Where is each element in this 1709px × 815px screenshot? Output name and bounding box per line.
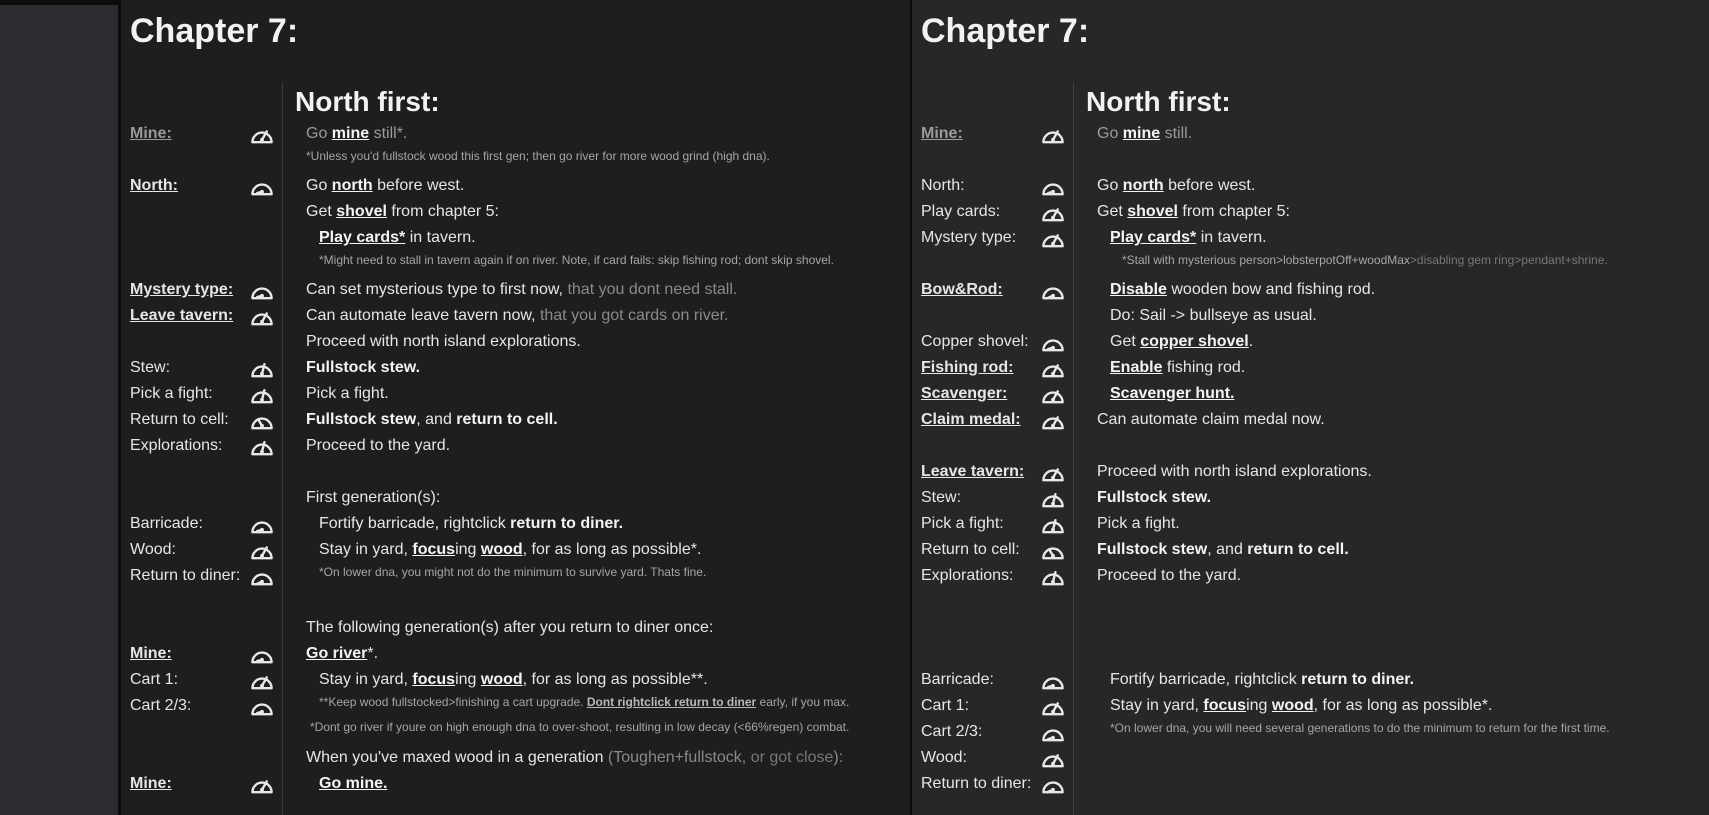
- instruction-line: Stay in yard, focusing wood, for as long as possible**.: [319, 671, 708, 688]
- row-label[interactable]: Mine:: [130, 125, 172, 142]
- gauge-icon-low[interactable]: [250, 696, 274, 718]
- instruction-line: Fullstock stew.: [1097, 489, 1212, 506]
- gauge-icon-high[interactable]: [1041, 358, 1065, 380]
- go-river-link[interactable]: Go river: [306, 645, 368, 662]
- row-label: Explorations:: [921, 567, 1014, 584]
- focus-link[interactable]: focus: [412, 541, 456, 558]
- gauge-icon-high[interactable]: [1041, 228, 1065, 250]
- gauge-icon-high[interactable]: [1041, 124, 1065, 146]
- instruction-line: Disable wooden bow and fishing rod.: [1110, 281, 1376, 298]
- north-link[interactable]: north: [1122, 177, 1164, 194]
- instruction-line: Go river*.: [306, 645, 379, 662]
- footnote: **Keep wood fullstocked>finishing a cart upgrade. Dont rightclick return to diner early, if you max.: [319, 695, 850, 709]
- section-title: North first:: [1086, 86, 1231, 117]
- instruction-line: Fortify barricade, rightclick return to diner.: [319, 515, 624, 532]
- shovel-link[interactable]: shovel: [336, 203, 387, 220]
- row-label[interactable]: Claim medal:: [921, 411, 1021, 428]
- gauge-icon-up[interactable]: [250, 358, 274, 380]
- gauge-icon-left[interactable]: [250, 410, 274, 432]
- guide-panel-left: [121, 0, 912, 815]
- row-label: Return to cell:: [921, 541, 1020, 558]
- chapter-title: Chapter 7:: [921, 12, 1090, 50]
- instruction-line: Get copper shovel.: [1110, 333, 1254, 350]
- left-gutter: [0, 0, 121, 815]
- instruction-line: Pick a fight.: [1097, 515, 1180, 532]
- gauge-icon-min[interactable]: [250, 566, 274, 588]
- instruction-line: Go north before west.: [306, 177, 465, 194]
- row-label: Return to diner:: [130, 567, 241, 584]
- shovel-link[interactable]: shovel: [1127, 203, 1178, 220]
- instruction-line: Can automate claim medal now.: [1097, 411, 1325, 428]
- gauge-icon-high[interactable]: [1041, 202, 1065, 224]
- instruction-line: Pick a fight.: [306, 385, 389, 402]
- row-label: Cart 1:: [921, 697, 970, 714]
- instruction-line: Fortify barricade, rightclick return to diner.: [1110, 671, 1415, 688]
- instruction-line: Fullstock stew, and return to cell.: [306, 411, 558, 428]
- focus-link[interactable]: focus: [412, 671, 456, 688]
- row-label: Stew:: [130, 359, 171, 376]
- gauge-icon-high[interactable]: [1041, 462, 1065, 484]
- row-label: Barricade:: [130, 515, 203, 532]
- gauge-icon-up[interactable]: [250, 436, 274, 458]
- row-label[interactable]: Leave tavern:: [130, 307, 234, 324]
- row-label: Return to cell:: [130, 411, 229, 428]
- instruction-line: Play cards* in tavern.: [1110, 229, 1267, 246]
- instruction-line: The following generation(s) after you return to diner once:: [306, 619, 714, 636]
- instruction-line: Can automate leave tavern now, that you got cards on river.: [306, 307, 729, 324]
- row-label: Cart 1:: [130, 671, 179, 688]
- instruction-line: Go north before west.: [1097, 177, 1256, 194]
- row-label[interactable]: Mine:: [921, 125, 963, 142]
- instruction-line: First generation(s):: [306, 489, 441, 506]
- instruction-line: Proceed with north island explorations.: [1097, 463, 1372, 480]
- mine-link[interactable]: mine: [331, 125, 370, 142]
- instruction-line: Fullstock stew, and return to cell.: [1097, 541, 1349, 558]
- wood-link[interactable]: wood: [480, 541, 523, 558]
- row-label[interactable]: Mine:: [130, 645, 172, 662]
- row-label: Cart 2/3:: [921, 723, 983, 740]
- gauge-icon-up[interactable]: [1041, 488, 1065, 510]
- gauge-icon-low[interactable]: [250, 280, 274, 302]
- copper-shovel-link[interactable]: copper shovel: [1140, 333, 1249, 350]
- footnote: *On lower dna, you might not do the minimum to survive yard. Thats fine.: [319, 565, 707, 579]
- instruction-line: [1110, 385, 1234, 403]
- row-label[interactable]: Fishing rod:: [921, 359, 1014, 376]
- gauge-icon-low[interactable]: [250, 644, 274, 666]
- disable-link[interactable]: Disable: [1110, 281, 1167, 298]
- focus-link[interactable]: focus: [1203, 697, 1247, 714]
- instruction-line: Go mine still*.: [306, 125, 408, 142]
- gauge-icon-low[interactable]: [250, 176, 274, 198]
- gauge-icon-high[interactable]: [1041, 748, 1065, 770]
- gauge-icon-min[interactable]: [1041, 774, 1065, 796]
- gauge-icon-low[interactable]: [250, 514, 274, 536]
- footnote: *Dont go river if youre on high enough dna to over-shoot, resulting in low decay (<66%regen) combat.: [310, 720, 850, 734]
- row-label: North:: [921, 177, 965, 194]
- row-label: Wood:: [130, 541, 176, 558]
- instruction-line: Get shovel from chapter 5:: [306, 203, 499, 220]
- instruction-line: Proceed with north island explorations.: [306, 333, 581, 350]
- gauge-icon-high[interactable]: [250, 306, 274, 328]
- row-label[interactable]: Mine:: [130, 775, 172, 792]
- instruction-line: Enable fishing rod.: [1110, 359, 1246, 376]
- chapter-title: Chapter 7:: [130, 12, 299, 50]
- gauge-icon-min[interactable]: [1041, 280, 1065, 302]
- gauge-icon-up[interactable]: [1041, 514, 1065, 536]
- wood-link[interactable]: wood: [480, 671, 523, 688]
- gauge-icon-high[interactable]: [250, 540, 274, 562]
- gauge-icon-up[interactable]: [1041, 566, 1065, 588]
- gauge-icon-high[interactable]: [1041, 696, 1065, 718]
- scavenger-hunt-link[interactable]: Scavenger hunt.: [1110, 385, 1235, 402]
- wood-link[interactable]: wood: [1271, 697, 1314, 714]
- footnote: *Unless you'd fullstock wood this first gen; then go river for more wood grind (high dna).: [306, 149, 770, 163]
- gauge-icon-high[interactable]: [1041, 384, 1065, 406]
- instruction-line: Do: Sail -> bullseye as usual.: [1110, 307, 1317, 324]
- gauge-icon-up[interactable]: [250, 384, 274, 406]
- instruction-line: Stay in yard, focusing wood, for as long as possible*.: [319, 541, 702, 558]
- row-label: Play cards:: [921, 203, 1001, 220]
- play-cards-link[interactable]: Play cards*: [1110, 229, 1197, 246]
- row-label: Return to diner:: [921, 775, 1032, 792]
- instruction-line: Proceed to the yard.: [1097, 567, 1242, 584]
- row-label[interactable]: Bow&Rod:: [921, 281, 1003, 298]
- gauge-icon-high[interactable]: [250, 670, 274, 692]
- row-label[interactable]: Mystery type:: [130, 281, 234, 298]
- row-label: Explorations:: [130, 437, 223, 454]
- gauge-icon-low[interactable]: [1041, 722, 1065, 744]
- footnote: *On lower dna, you will need several generations to do the minimum to return for the first time.: [1110, 721, 1610, 735]
- instruction-line: Fullstock stew.: [306, 359, 421, 376]
- gauge-icon-low[interactable]: [1041, 332, 1065, 354]
- gauge-icon-low[interactable]: [1041, 670, 1065, 692]
- row-label: Barricade:: [921, 671, 994, 688]
- instruction-line: Play cards* in tavern.: [319, 229, 476, 246]
- instruction-line: Stay in yard, focusing wood, for as long as possible*.: [1110, 697, 1493, 714]
- north-link[interactable]: north: [331, 177, 373, 194]
- instruction-line: Can set mysterious type to first now, that you dont need stall.: [306, 281, 738, 298]
- row-label: Stew:: [921, 489, 962, 506]
- enable-link[interactable]: Enable: [1110, 359, 1163, 376]
- footnote: *Might need to stall in tavern again if on river. Note, if card fails: skip fishing rod; dont skip shovel.: [319, 253, 834, 267]
- instruction-line: Get shovel from chapter 5:: [1097, 203, 1290, 220]
- mine-link[interactable]: mine: [1122, 125, 1161, 142]
- go-mine-link[interactable]: Go mine.: [319, 775, 388, 792]
- row-label: Pick a fight:: [921, 515, 1004, 532]
- instruction-line: When you've maxed wood in a generation (Toughen+fullstock, or got close):: [306, 749, 844, 766]
- play-cards-link[interactable]: Play cards*: [319, 229, 406, 246]
- gauge-icon-left[interactable]: [1041, 540, 1065, 562]
- column-divider: [282, 82, 283, 815]
- instruction-line: Proceed to the yard.: [306, 437, 451, 454]
- instruction-line: Go mine still.: [1097, 125, 1193, 142]
- gauge-icon-high[interactable]: [250, 124, 274, 146]
- gauge-icon-high[interactable]: [250, 774, 274, 796]
- row-label: Copper shovel:: [921, 333, 1029, 350]
- row-label[interactable]: Scavenger:: [921, 385, 1008, 402]
- section-title: North first:: [295, 86, 440, 117]
- row-label: Pick a fight:: [130, 385, 213, 402]
- row-label: Cart 2/3:: [130, 697, 192, 714]
- column-divider: [1073, 82, 1074, 815]
- guide-panel-right: [912, 0, 1709, 815]
- row-label[interactable]: Leave tavern:: [921, 463, 1025, 480]
- gauge-icon-high[interactable]: [1041, 410, 1065, 432]
- dont-rightclick-link[interactable]: Dont rightclick return to diner: [586, 695, 757, 709]
- row-label: Mystery type:: [921, 229, 1017, 246]
- footnote: *Stall with mysterious person>lobsterpotOff+woodMax>disabling gem ring>pendant+shrine.: [1122, 253, 1608, 267]
- row-label: Wood:: [921, 749, 967, 766]
- instruction-line: [319, 775, 387, 793]
- row-label[interactable]: North:: [130, 177, 178, 194]
- gauge-icon-low[interactable]: [1041, 176, 1065, 198]
